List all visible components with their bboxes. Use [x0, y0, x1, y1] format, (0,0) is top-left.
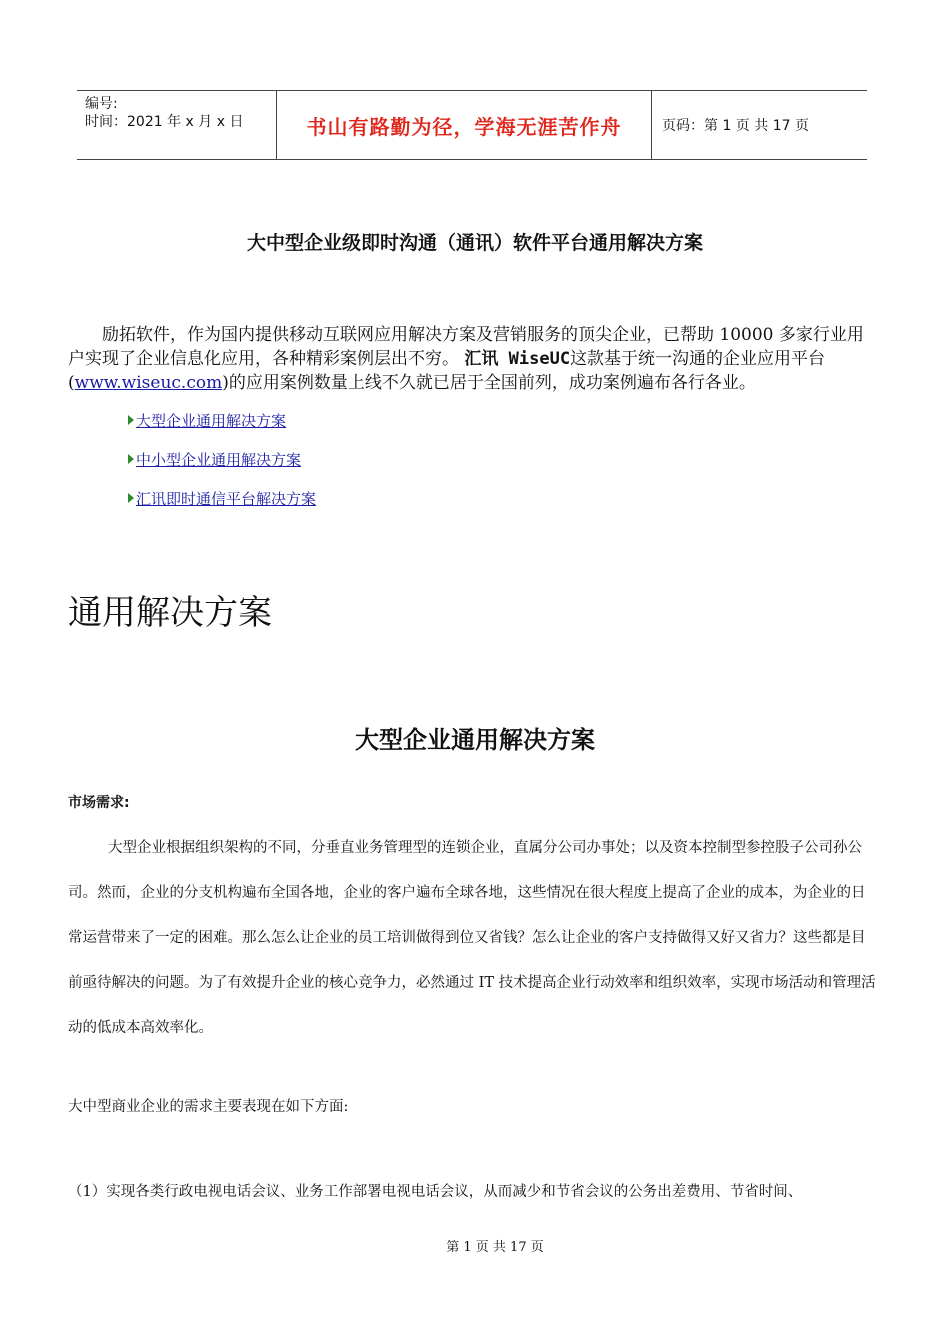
link-row: [128, 410, 316, 430]
paragraph-1: 大型企业根据组织架构的不同，分垂直业务管理型的连锁企业，直属分公司办事处；以及资本控制型参控股子公司孙公司。然而，企业的分支机构遍布全国各地，企业的客户遍布全球各地，这些情况在很大程度上提高了企业的成本，为企业的日常运营带来了一定的困难。那么怎么让企业的员工培训做得到位又省钱？怎么让企业的客户支持做得又好又省力？这些都是目前亟待解决的问题。为了有效提升企业的核心竞争力，必然通过 IT 技术提高企业行动效率和组织效率，实现市场活动和管理活动的低成本高效率化。: [68, 840, 876, 1036]
header-meta: [77, 91, 277, 159]
website-link[interactable]: www.wiseuc.com: [74, 373, 223, 393]
paragraph-3: （1）实现各类行政电视电话会议、业务工作部署电视电话会议，从而减少和节省会议的公务出差费用、节省时间、: [68, 1184, 803, 1200]
intro-paragraph: [68, 323, 880, 395]
link-large-enterprise[interactable]: 大型企业通用解决方案: [136, 411, 287, 430]
intro-text-3: )的应用案例数量上线不久就已居于全国前列，成功案例遍布各行各业。: [222, 373, 756, 393]
intro-text-1: 励拓软件，作为国内提供移动互联网应用解决方案及营销服务的顶尖企业，已帮助 10000 多家行业用户实现了企业信息化应用，各种精彩案例层出不穷。: [68, 325, 864, 369]
motto: 书山有路勤为径，学海无涯苦作舟: [277, 91, 652, 159]
number-label: 编号:: [85, 96, 118, 112]
bullet-arrow-icon: [128, 493, 134, 503]
bullet-arrow-icon: [128, 454, 134, 464]
link-im-platform[interactable]: 汇讯即时通信平台解决方案: [136, 489, 317, 508]
section-heading: 通用解决方案: [68, 593, 272, 633]
link-row: [128, 449, 316, 469]
header-table: [77, 90, 867, 160]
paragraph-2: 大中型商业企业的需求主要表现在如下方面:: [68, 1099, 349, 1115]
document-title: 大中型企业级即时沟通（通讯）软件平台通用解决方案: [246, 232, 703, 254]
link-sme[interactable]: 中小型企业通用解决方案: [136, 450, 302, 469]
brand-name: 汇讯 WiseUC: [464, 349, 571, 369]
page-info: 页码：第 1 页 共 17 页: [662, 118, 809, 134]
intro-text-2: 这款基于统一沟通的企业应用平台(: [68, 349, 826, 393]
subsection-heading: 大型企业通用解决方案: [355, 726, 595, 754]
time-label: 时间：2021 年 x 月 x 日: [85, 114, 244, 130]
page-footer: 第 1 页 共 17 页: [446, 1240, 544, 1255]
bullet-arrow-icon: [128, 415, 134, 425]
market-label: 市场需求:: [68, 795, 130, 811]
link-row: [128, 488, 316, 508]
solution-links: [128, 410, 316, 527]
